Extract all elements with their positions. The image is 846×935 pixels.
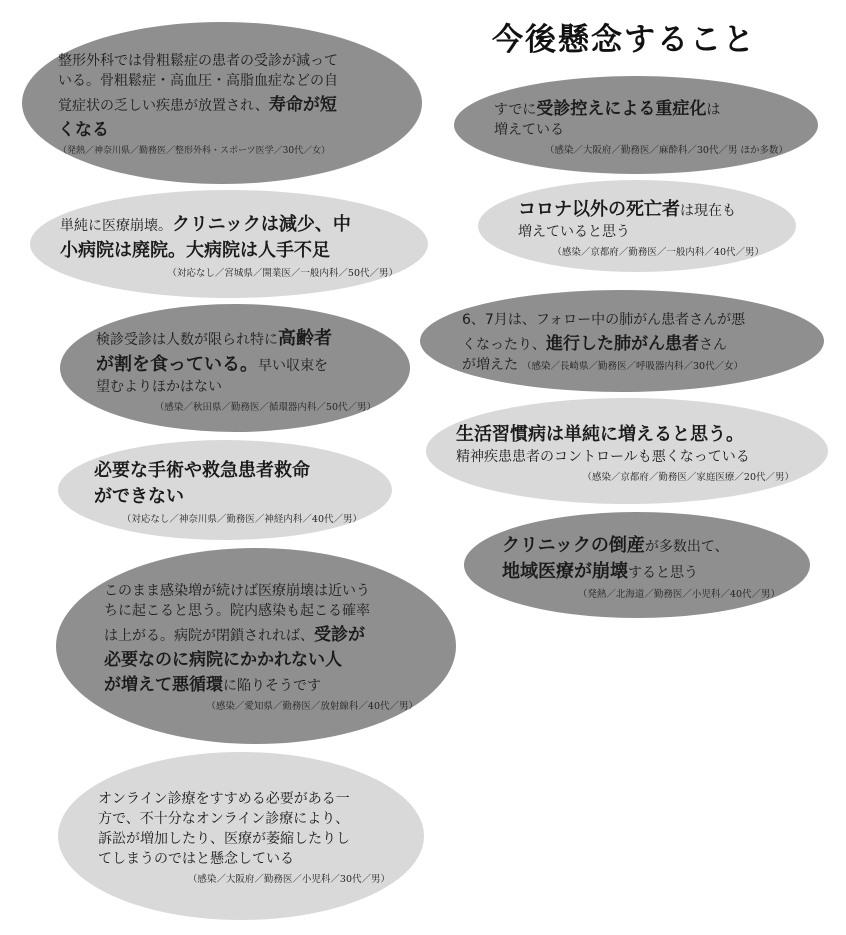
comment-bubble: [58, 440, 392, 540]
comment-line: 生活習慣病は単純に増えると思う。: [456, 423, 744, 445]
comment-bubble: [56, 548, 456, 744]
page-title: 今後懸念すること: [492, 22, 756, 58]
source-label: （発熱／神奈川県／勤務医／整形外科・スポーツ医学／30代／女）: [58, 146, 331, 156]
comment-bubble: [454, 76, 818, 174]
comment-line: 地域医療が崩壊すると思う: [502, 560, 698, 582]
comment-line: 検診受診は人数が限られ特に高齢者: [96, 327, 332, 349]
comment-line: くなる: [58, 120, 109, 140]
comment-bubble: [58, 752, 424, 920]
source-label: （感染／大阪府／勤務医／小児科／30代／男）: [187, 873, 390, 885]
comment-bubble: [22, 22, 422, 184]
source-label: （感染／長崎県／勤務医／呼吸器内科／30代／女）: [522, 360, 744, 372]
comment-line: 精神疾患患者のコントロールも悪くなっている: [456, 448, 750, 465]
comment-line: 望むよりほかはない: [96, 378, 222, 395]
comment-line: 必要なのに病院にかかれない人: [104, 650, 342, 670]
source-label: （発熱／北海道／勤務医／小児科／40代／男）: [577, 588, 780, 600]
comment-bubble: [464, 512, 810, 618]
comment-line: 必要な手術や救急患者救命: [94, 459, 310, 481]
comment-bubble: [478, 180, 796, 272]
source-label: （感染／大阪府／勤務医／麻酔科／30代／男 ほか多数）: [544, 145, 788, 156]
comment-line: が増えた （感染／長崎県／勤務医／呼吸器内科／30代／女）: [462, 356, 744, 373]
comment-line: てしまうのではと懸念している: [98, 850, 294, 867]
comment-line: オンライン診療をすすめる必要がある一: [98, 790, 350, 807]
comment-bubble: [420, 290, 824, 392]
comment-line: コロナ以外の死亡者は現在も: [518, 198, 736, 220]
comment-line: 増えている: [494, 122, 564, 138]
comment-bubble: [426, 398, 828, 504]
comment-line: ができない: [94, 485, 184, 507]
source-label: （対応なし／神奈川県／勤務医／神経内科／40代／男）: [121, 513, 362, 525]
source-label: （感染／京都府／勤務医／一般内科／40代／男）: [552, 246, 764, 258]
comment-line: 整形外科では骨粗鬆症の患者の受診が減って: [58, 53, 338, 69]
comment-line: 単純に医療崩壊。クリニックは減少、中: [60, 213, 351, 235]
comment-line: 6、7月は、フォロー中の肺がん患者さんが悪: [462, 311, 746, 328]
comment-line: 覚症状の乏しい疾患が放置され、寿命が短: [58, 95, 337, 115]
comment-line: 増えていると思う: [518, 223, 630, 240]
comment-line: すでに受診控えによる重症化は: [494, 99, 721, 119]
source-label: （感染／愛知県／勤務医／放射線科／40代／男）: [206, 701, 418, 712]
comment-line: くなったり、進行した肺がん患者さん: [462, 333, 727, 354]
comment-bubble: [30, 190, 428, 298]
comment-line: 小病院は廃院。大病院は人手不足: [60, 239, 330, 261]
comment-line: いる。骨粗鬆症・高血圧・高脂血症などの自: [58, 73, 338, 89]
comment-line: が割を食っている。早い収束を: [96, 353, 328, 375]
source-label: （感染／京都府／勤務医／家庭医療／20代／男）: [582, 471, 794, 483]
comment-line: このまま感染増が続けば医療崩壊は近いう: [104, 583, 370, 599]
comment-bubble: [60, 304, 410, 432]
comment-line: 方で、不十分なオンライン診療により、: [98, 810, 350, 827]
comment-line: ちに起こると思う。院内感染も起こる確率: [104, 603, 370, 619]
source-label: （対応なし／宮城県／開業医／一般内科／50代／男）: [167, 267, 398, 279]
comment-line: クリニックの倒産が多数出て、: [502, 534, 729, 556]
comment-line: が増えて悪循環に陥りそうです: [104, 675, 321, 695]
source-label: （感染／秋田県／勤務医／循環器内科／50代／男）: [154, 401, 376, 413]
comment-line: は上がる。病院が閉鎖されれば、受診が: [104, 625, 365, 645]
comment-line: 訴訟が増加したり、医療が萎縮したりし: [98, 830, 350, 847]
